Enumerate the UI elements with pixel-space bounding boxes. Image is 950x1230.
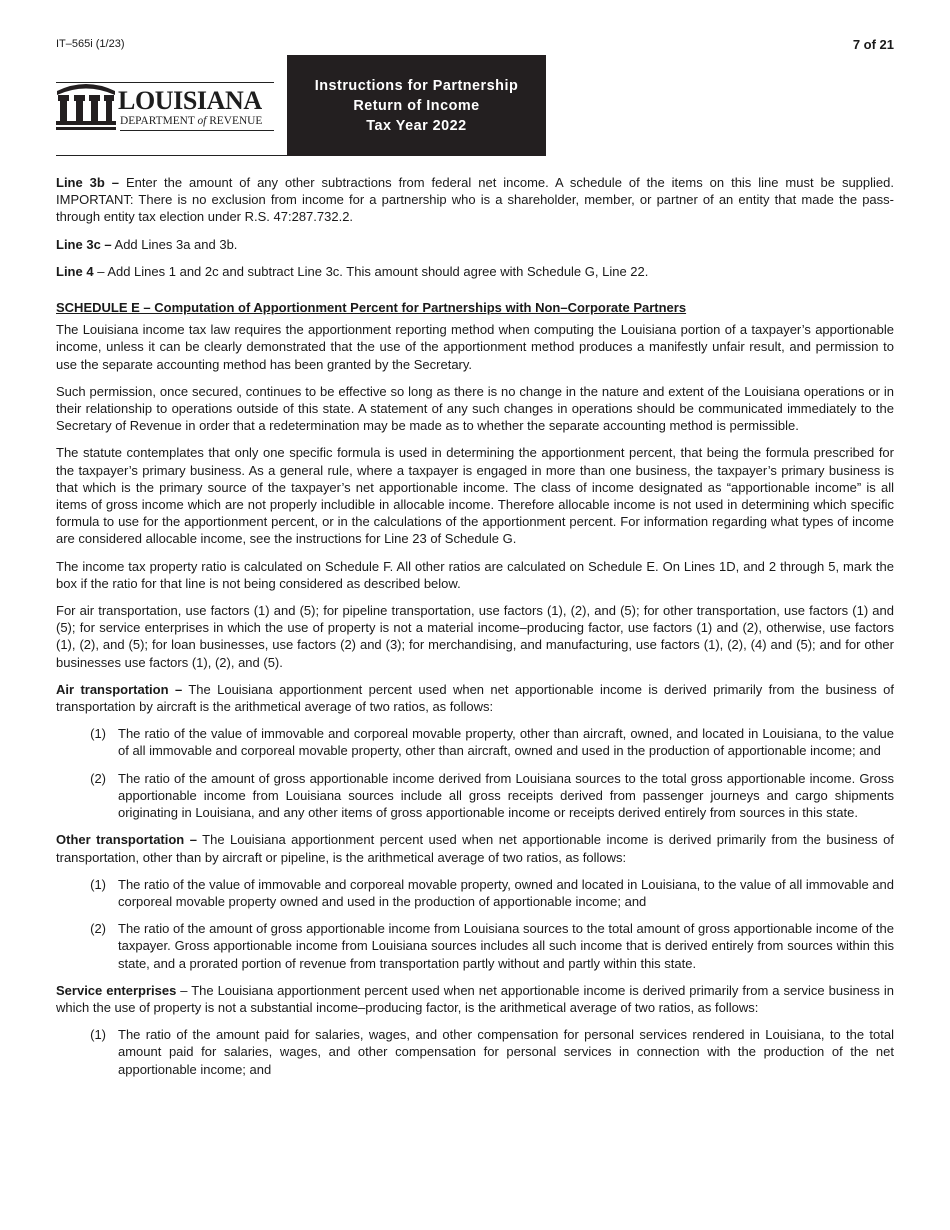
instructions-body <box>56 174 894 1088</box>
title-line-2: Return of Income <box>353 97 480 114</box>
logo-rule-bottom <box>56 155 287 156</box>
list-item: (2) The ratio of the amount of gross apportionable income from Louisiana sources to the total amount of gross apportionable income of the taxpayer. Gross apportionable income from Louisiana sources includes all such income that is derived entirely from sources within this state, and a prorated portion of revenue from transportation partly without and partly within this state. <box>90 921 894 971</box>
title-line-3: Tax Year 2022 <box>366 117 467 134</box>
schedule-e-heading: SCHEDULE E – Computation of Apportionment Percent for Partnerships with Non–Corporate Partners <box>56 300 687 316</box>
line-3b-paragraph: Line 3b – Enter the amount of any other subtractions from federal net income. A schedule of the items on this line must be supplied. IMPORTANT: There is no exclusion from income for a partnership who is a shareholder, member, or partner of an entity that made the pass-through entity tax election under R.S. 47:287.732.2. <box>56 175 894 225</box>
schedule-e-paragraph: The statute contemplates that only one specific formula is used in determining the apportionment percent, that being the formula prescribed for the taxpayer’s primary business. As a general rule, where a taxpayer is engaged in more than one business, the taxpayer’s primary business is that which is the primary source of the taxpayer’s net apportionable income. The class of income designated as “apportionable income” is all items of gross income which are not properly includible in allocable income. Therefore allocable income is not used in determining which specific formula to use for the apportionment percent, or in the calculations of the apportionment percent. For information regarding what types of income are considered allocable income, see the instructions for Line 23 of Schedule G. <box>56 445 894 547</box>
service-enterprises-intro: Service enterprises – The Louisiana apportionment percent used when net apportionable income is derived primarily from a service business in which the use of property is not a substantial income–producing factor, is the arithmetical average of two ratios, as follows: <box>56 982 894 1015</box>
list-item: (2) The ratio of the amount of gross apportionable income derived from Louisiana sources to the total gross apportionable income. Gross apportionable income from Louisiana sources include all gross receipts derived from passenger journeys and cargo shipments originating in Louisiana, and any other items of gross apportionable income or receipts derived entirely from sources in this state. <box>90 770 894 821</box>
page-number: 7 of 21 <box>852 37 894 52</box>
schedule-e-paragraph: For air transportation, use factors (1) and (5); for pipeline transportation, use factors (1), (2), and (5); for other transportation, use factors (1) and (5); for service enterprises in which the use of property is not a material income–producing factor, use factors (1) and (2), otherwise, use factors (1), (2), and (5); for loan businesses, use factors (2) and (3); for merchandising, and manufacturing, use factors (1), (2), (4) and (5); and for other businesses use factors (1), (2), and (5). <box>56 603 894 670</box>
schedule-e-paragraph: The income tax property ratio is calculated on Schedule F. All other ratios are calculated on Schedule E. On Lines 1D, and 2 through 5, mark the box if the ratio for that line is not being considered as described below. <box>56 558 894 591</box>
list-item: (1) The ratio of the amount paid for salaries, wages, and other compensation for personal services rendered in Louisiana, to the total amount paid for salaries, wages, and other compensation for personal services in connection with the production of the net apportionable income; and <box>90 1027 894 1077</box>
schedule-e-paragraph: The Louisiana income tax law requires the apportionment reporting method when computing the Louisiana portion of a taxpayer’s apportionable income, unless it can be clearly demonstrated that the use of the apportionment method produces a manifestly unfair result, and permission to use the separate accounting method has been granted by the Secretary. <box>56 322 894 372</box>
logo-underline <box>120 130 274 131</box>
form-id: IT–565i (1/23) <box>56 38 125 50</box>
other-transportation-intro: Other transportation – The Louisiana apportionment percent used when net apportionable income is derived primarily from the business of transportation, other than by aircraft or pipeline, is the arithmetical average of two ratios, as follows: <box>56 832 894 865</box>
line-4-paragraph: Line 4 – Add Lines 1 and 2c and subtract Line 3c. This amount should agree with Schedule G, Line 22. <box>56 263 649 279</box>
logo-department: DEPARTMENT of REVENUE <box>120 115 263 127</box>
list-item: (1) The ratio of the value of immovable and corporeal movable property, owned and located in Louisiana, to the value of all immovable and corporeal movable property owned and used in the production of apportionable income; and <box>90 876 894 909</box>
line-3c-paragraph: Line 3c – Add Lines 3a and 3b. <box>56 236 238 252</box>
title-line-1: Instructions for Partnership <box>314 77 519 94</box>
air-transportation-intro: Air transportation – The Louisiana apportionment percent used when net apportionable income is derived primarily from the business of transportation by aircraft is the arithmetical average of two ratios, as follows: <box>56 681 894 715</box>
capitol-columns-icon <box>56 77 116 133</box>
document-title-box <box>287 55 546 156</box>
logo-wordmark: LOUISIANA <box>118 86 262 115</box>
agency-logo <box>56 55 287 156</box>
schedule-e-paragraph: Such permission, once secured, continues to be effective so long as there is no change in the nature and extent of the Louisiana operations or in their relationship to operations outside of this state. A statement of any such changes in operations should be communicated immediately to the Secretary of Revenue in order that a redetermination may be made as to whether the separate accounting method is permissible. <box>56 383 894 434</box>
list-item: (1) The ratio of the value of immovable and corporeal movable property, other than aircraft, owned, and located in Louisiana, to the value of all immovable and corporeal movable property, other than aircraft, owned and used in the production of apportionable income; and <box>90 726 894 759</box>
